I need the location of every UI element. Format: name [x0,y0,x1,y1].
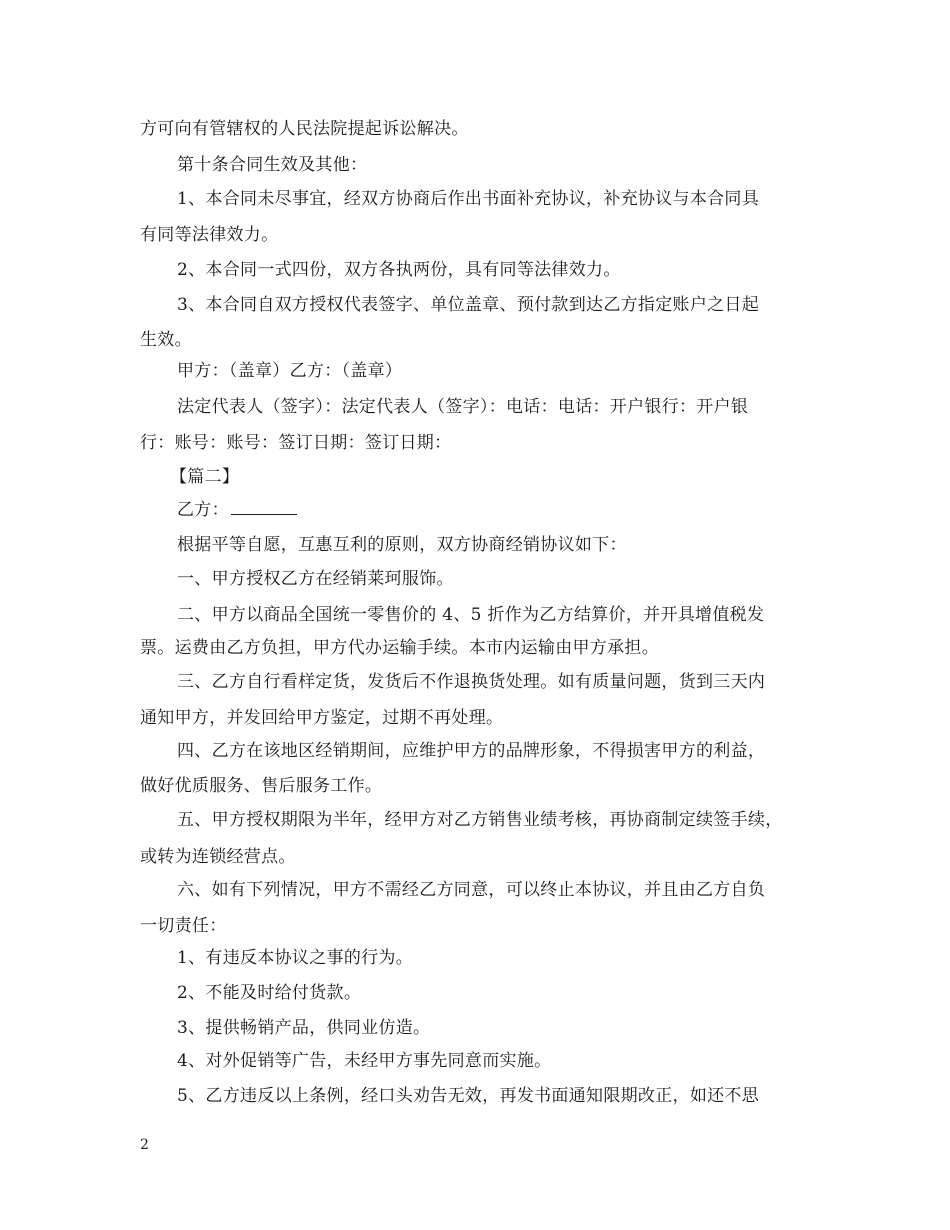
text-line: 4、对外促销等广告，未经甲方事先同意而实施。 [177,1051,552,1071]
text-line: 一、甲方授权乙方在经销莱珂服饰。 [177,569,454,589]
blank-field [231,500,297,515]
text-line: 五、甲方授权期限为半年，经甲方对乙方销售业绩考核，再协商制定续签手续， [177,810,783,830]
text-line: 方可向有管辖权的人民法院提起诉讼解决。 [140,119,469,139]
party-b-label: 乙方： [177,500,229,520]
text-line: 2、不能及时给付货款。 [177,983,362,1003]
section-heading: 【篇二】 [170,467,240,487]
text-line: 3、本合同自双方授权代表签字、单位盖章、预付款到达乙方指定账户之日起 [177,295,760,315]
text-line: 3、提供畅销产品，供同业仿造。 [177,1018,431,1038]
text-line: 一切责任： [140,916,227,936]
text-line: 四、乙方在该地区经销期间，应维护甲方的品牌形象，不得损害甲方的利益， [177,741,766,761]
page-number: 2 [140,1137,149,1153]
text-line: 二、甲方以商品全国统一零售价的 4、5 折作为乙方结算价，并开具增值税发 [177,605,765,625]
text-line: 通知甲方，并发回给甲方鉴定，过期不再处理。 [140,708,504,728]
text-line: 生效。 [140,330,192,350]
text-line: 根据平等自愿，互惠互利的原则，双方协商经销协议如下： [177,535,627,555]
text-line: 票。运费由乙方负担，甲方代办运输手续。本市内运输由甲方承担。 [140,638,659,658]
text-line: 5、乙方违反以上条例，经口头劝告无效，再发书面通知限期改正，如还不思 [177,1086,760,1106]
text-line: 1、本合同未尽事宜，经双方协商后作出书面补充协议，补充协议与本合同具 [177,189,760,209]
text-line: 三、乙方自行看样定货，发货后不作退换货处理。如有质量问题，货到三天内 [177,672,766,692]
text-line: 行：账号：账号：签订日期：签订日期： [140,433,452,453]
party-b-line [177,499,297,521]
text-line: 1、有违反本协议之事的行为。 [177,948,414,968]
text-line: 做好优质服务、售后服务工作。 [140,776,383,796]
text-line: 2、本合同一式四份，双方各执两份，具有同等法律效力。 [177,260,621,280]
text-line: 甲方：（盖章）乙方：（盖章） [177,361,403,381]
text-line: 有同等法律效力。 [140,225,279,245]
text-line: 或转为连锁经营点。 [140,847,296,867]
section-heading: 第十条合同生效及其他： [177,155,368,175]
text-line: 法定代表人（签字）：法定代表人（签字）：电话：电话：开户银行：开户银 [177,397,749,417]
text-line: 六、如有下列情况，甲方不需经乙方同意，可以终止本协议，并且由乙方自负 [177,880,766,900]
